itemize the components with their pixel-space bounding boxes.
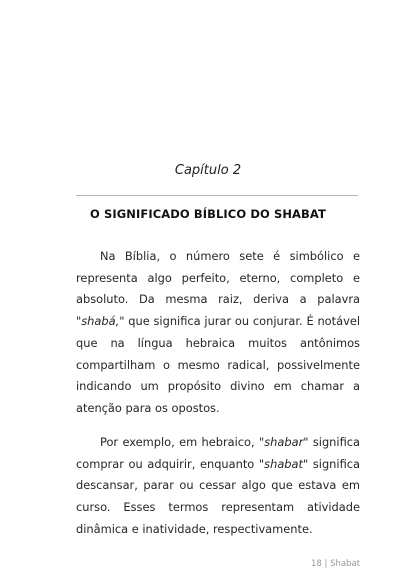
paragraph-1-text-before: Na Bíblia, o número sete é simbólico e representa algo perfeito, eterno, completo e absoluto. Da mesma raiz, deriva a palavra — [76, 249, 360, 307]
chapter-label-text: Capítulo 2 — [174, 163, 242, 178]
page-number: 18 — [310, 559, 322, 569]
paragraph-2 — [76, 432, 360, 541]
paragraph-2-text-before: Por exemplo, em hebraico, — [100, 435, 259, 449]
paragraph-2-text-middle: significa comprar ou adquirir, enquanto — [76, 435, 360, 471]
paragraph-2-text-after: significa descansar, parar ou cessar algo que estava em curso. Esses termos representam atividade dinâmica e inatividade, respectivamente. — [76, 456, 360, 536]
paragraph-1-text — [76, 246, 360, 420]
title-divider — [76, 195, 358, 196]
section-title: O SIGNIFICADO BÍBLICO DO SHABAT — [90, 207, 326, 221]
paragraph-2-term-1: "shabar" — [259, 435, 309, 449]
paragraph-2-term-2: "shabat" — [258, 456, 309, 471]
paragraph-1-term: "shabá," — [76, 314, 125, 329]
chapter-label — [0, 163, 416, 178]
paragraph-1 — [76, 246, 360, 420]
paragraph-1-text-after: que significa jurar ou conjurar. É notável que na língua hebraica muitos antônimos compartilham o mesmo radical, possivelmente indicando um propósito divino em chamar a atenção para os opostos. — [76, 314, 360, 415]
paragraph-2-text — [76, 432, 360, 541]
page-footer — [311, 559, 360, 569]
footer-separator: | — [321, 559, 331, 569]
running-title: Shabat — [330, 559, 360, 569]
